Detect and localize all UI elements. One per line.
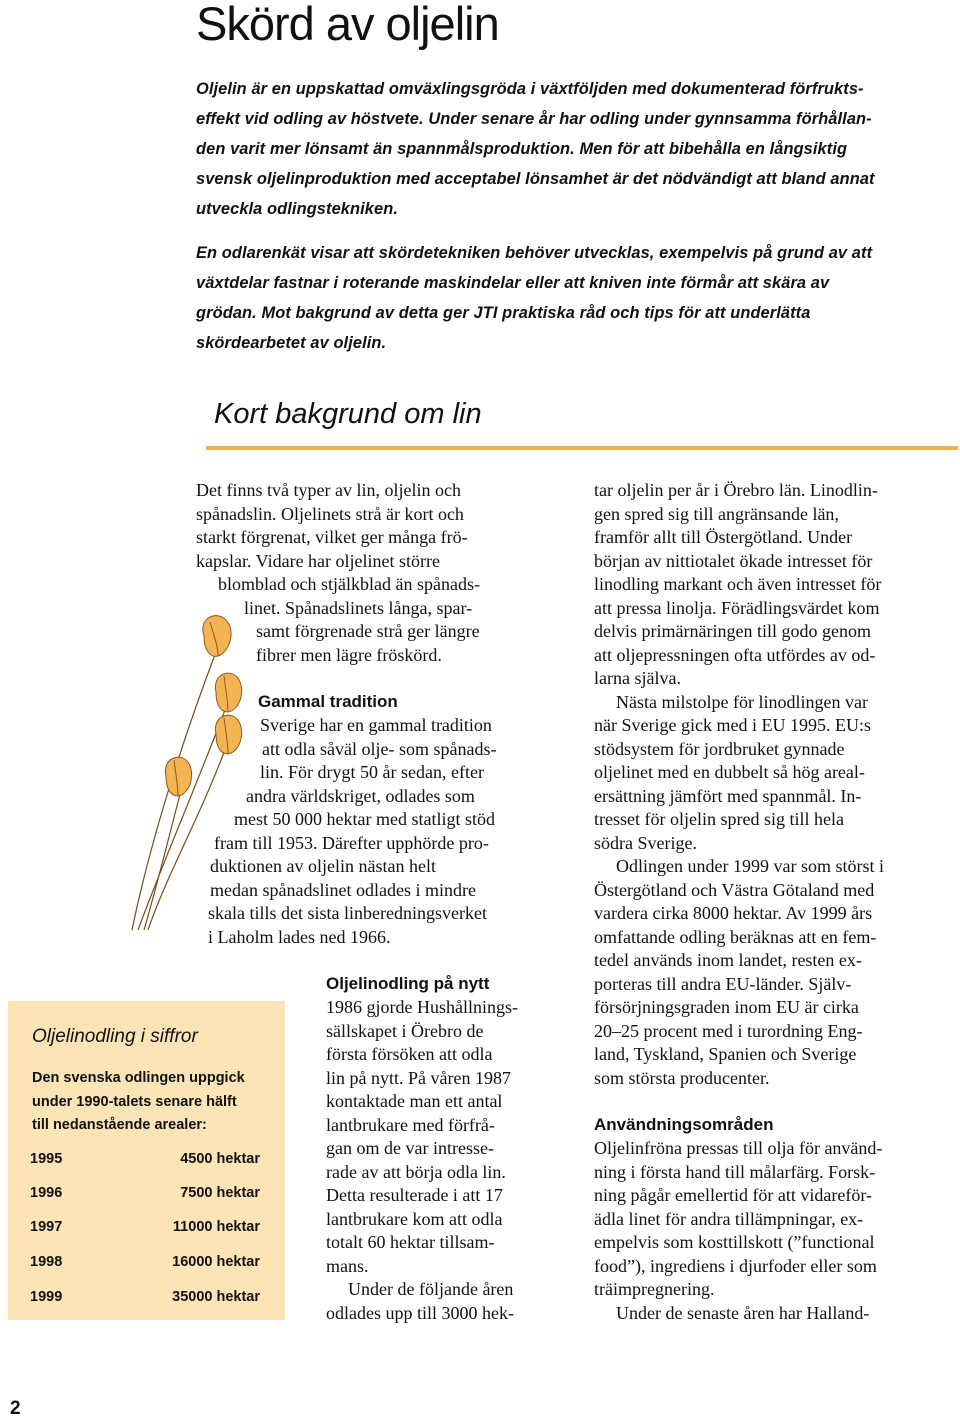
- page-title: Skörd av oljelin: [196, 0, 499, 50]
- text-line: framför allt till Östergötland. Under: [594, 527, 853, 547]
- text-line: gan om de var intresse-: [326, 1138, 494, 1158]
- text-line: kontaktade man ett antal: [326, 1091, 503, 1111]
- text-line: lin på nytt. På våren 1987: [326, 1067, 511, 1088]
- text-line: Den svenska odlingen uppgick: [32, 1070, 245, 1086]
- text-line: ersättning jämfört med spannmål. In-: [594, 785, 862, 806]
- text-line: stödsystem för jordbruket gynnade: [594, 738, 845, 759]
- text-line: Det finns två typer av lin, oljelin och: [196, 480, 461, 500]
- row-year: 1999: [30, 1289, 63, 1305]
- text-line: att pressa linolja. Förädlingsvärdet kom: [594, 597, 880, 618]
- text-line: att oljepressningen ofta utfördes av od-: [594, 644, 876, 665]
- text-line: när Sverige gick med i EU 1995. EU:s: [594, 715, 871, 735]
- text-line: 20–25 procent med i turordning Eng-: [594, 1020, 863, 1041]
- text-line: södra Sverige.: [594, 832, 697, 853]
- text-line: början av nittiotalet ökade intresset för: [594, 550, 873, 571]
- text-line: till nedanstående arealer:: [32, 1117, 207, 1133]
- row-year: 1995: [30, 1151, 63, 1167]
- text-line: samt förgrenade strå ger längre: [256, 621, 480, 641]
- text-line: Nästa milstolpe för linodlingen var: [616, 691, 868, 712]
- text-line: tar oljelin per år i Örebro län. Linodlin-: [594, 480, 878, 500]
- intro-paragraph-2: [196, 238, 956, 358]
- text-line: En odlarenkät visar att skördetekniken behöver utvecklas, exempelvis på grund av att: [196, 244, 873, 262]
- text-line: första försöken att odla: [326, 1044, 493, 1064]
- text-line: den varit mer lönsamt än spannmålsproduktion. Men för att bibehålla en långsiktig: [196, 140, 848, 158]
- intro-paragraph-1: [196, 74, 956, 224]
- text-line: vardera cirka 8000 hektar. Av 1999 års: [594, 903, 873, 923]
- text-line: delvis primärnäringen till godo genom: [594, 621, 871, 641]
- text-line: odlades upp till 3000 hek-: [326, 1302, 514, 1323]
- text-line: lantbrukare kom att odla: [326, 1208, 503, 1229]
- text-line: ädla linet för andra tillämpningar, ex-: [594, 1208, 864, 1229]
- text-line: gen spred sig till angränsande län,: [594, 503, 839, 524]
- text-line: tedel används inom landet, resten ex-: [594, 950, 862, 970]
- text-line: att odla såväl olje- som spånads-: [262, 738, 497, 759]
- text-line: skördearbetet av oljelin.: [196, 334, 387, 352]
- text-line: ning i första hand till målarfärg. Forsk-: [594, 1161, 876, 1182]
- text-line: fibrer men lägre fröskörd.: [256, 644, 442, 665]
- text-line: utveckla odlingstekniken.: [196, 200, 398, 218]
- text-line: sällskapet i Örebro de: [326, 1020, 484, 1041]
- text-line: fram till 1953. Därefter upphörde pro-: [214, 832, 489, 853]
- row-year: 1998: [30, 1254, 63, 1270]
- text-line: i Laholm lades ned 1966.: [208, 926, 391, 947]
- text-line: linodling markant och även intresset för: [594, 574, 882, 594]
- text-line: medan spånadslinet odlades i mindre: [210, 879, 476, 900]
- text-line: mans.: [326, 1255, 369, 1276]
- text-line: linet. Spånadslinets långa, spar-: [244, 597, 473, 618]
- text-line: food”), ingrediens i djurfoder eller som: [594, 1255, 877, 1276]
- heading-oljelinodling-pa-nytt: Oljelinodling på nytt: [326, 974, 490, 993]
- facts-sidebar: [8, 1001, 285, 1320]
- text-line: mest 50 000 hektar med statligt stöd: [234, 809, 495, 829]
- column3-usage: [594, 1137, 882, 1325]
- text-line: under 1990-talets senare hälft: [32, 1093, 237, 1110]
- text-line: Oljelin är en uppskattad omväxlingsgröda i växtföljden med dokumenterad förfrukts-: [196, 80, 864, 98]
- text-line: Under de senaste åren har Halland-: [616, 1302, 870, 1323]
- text-line: försörjningsgraden inom EU är cirka: [594, 997, 859, 1017]
- heading-anvandningsomraden: Användningsområden: [594, 1115, 774, 1134]
- text-line: oljelinet med en dubbelt så hög areal-: [594, 762, 865, 782]
- section-heading: Kort bakgrund om lin: [214, 398, 482, 430]
- text-line: spånadslin. Oljelinets strå är kort och: [196, 503, 464, 524]
- column2-paragraph: [326, 996, 518, 1325]
- text-line: som största producenter.: [594, 1067, 770, 1088]
- text-line: omfattande odling beräknas att en fem-: [594, 926, 877, 947]
- text-line: Östergötland och Västra Götaland med: [594, 879, 875, 900]
- text-line: larna själva.: [594, 668, 681, 688]
- column3-text: [594, 479, 884, 1090]
- text-line: empelvis som kosttillskott (”functional: [594, 1232, 875, 1252]
- text-line: Sverige har en gammal tradition: [260, 715, 492, 735]
- text-line: starkt förgrenat, vilket ger många frö-: [196, 527, 468, 547]
- flax-flowers-icon: [118, 612, 258, 942]
- text-line: lantbrukare med förfrå-: [326, 1114, 495, 1135]
- page-number: 2: [10, 1398, 21, 1419]
- heading-gammal-tradition: Gammal tradition: [258, 692, 398, 711]
- text-line: Oljelinfröna pressas till olja för använd-: [594, 1138, 883, 1158]
- text-line: träimpregnering.: [594, 1279, 715, 1299]
- row-value: 7500 hektar: [180, 1185, 260, 1201]
- row-year: 1997: [30, 1219, 63, 1235]
- text-line: ning pågår emellertid för att vidareför-: [594, 1185, 873, 1205]
- text-line: effekt vid odling av höstvete. Under senare år har odling under gynnsamma förhållan-: [196, 110, 872, 128]
- text-line: växtdelar fastnar i roterande maskindelar eller att kniven inte förmår att skära av: [196, 274, 830, 292]
- section-rule: [206, 446, 958, 450]
- sidebar-intro: [32, 1067, 245, 1138]
- text-line: kapslar. Vidare har oljelinet större: [196, 550, 441, 571]
- text-line: totalt 60 hektar tillsam-: [326, 1232, 495, 1252]
- text-line: andra världskriget, odlades som: [246, 785, 475, 806]
- text-line: grödan. Mot bakgrund av detta ger JTI praktiska råd och tips för att underlätta: [196, 304, 811, 322]
- text-line: porteras till andra EU-länder. Själv-: [594, 973, 852, 994]
- text-line: duktionen av oljelin nästan helt: [210, 856, 436, 876]
- row-value: 35000 hektar: [172, 1289, 260, 1305]
- row-year: 1996: [30, 1185, 63, 1201]
- text-line: land, Tyskland, Spanien och Sverige: [594, 1044, 857, 1064]
- text-line: rade av att börja odla lin.: [326, 1161, 506, 1182]
- row-value: 4500 hektar: [180, 1151, 260, 1167]
- text-line: lin. För drygt 50 år sedan, efter: [260, 762, 484, 782]
- sidebar-title: Oljelinodling i siffror: [32, 1026, 198, 1047]
- text-line: skala tills det sista linberedningsverket: [208, 903, 487, 923]
- text-line: Odlingen under 1999 var som störst i: [616, 856, 884, 876]
- text-line: Detta resulterade i att 17: [326, 1185, 503, 1205]
- text-line: blomblad och stjälkblad än spånads-: [218, 574, 480, 594]
- text-line: tresset för oljelin spred sig till hela: [594, 809, 844, 829]
- row-value: 16000 hektar: [172, 1254, 260, 1270]
- row-value: 11000 hektar: [172, 1219, 260, 1235]
- text-line: 1986 gjorde Hushållnings-: [326, 997, 518, 1017]
- text-line: Under de följande åren: [348, 1279, 514, 1299]
- text-line: svensk oljelinproduktion med acceptabel lönsamhet är det nödvändigt att bland annat: [196, 170, 875, 188]
